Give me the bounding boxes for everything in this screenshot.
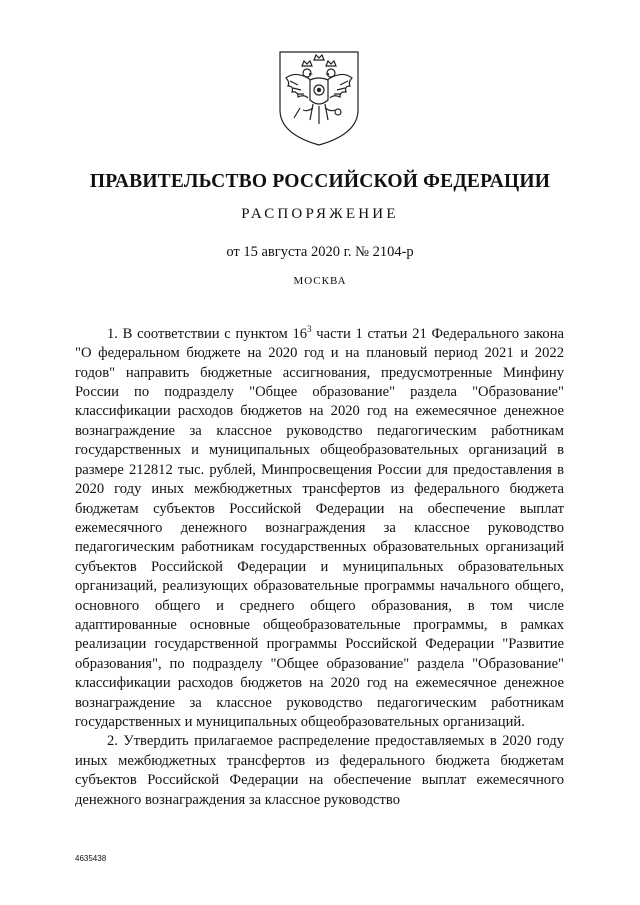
paragraph-1 xyxy=(75,320,564,732)
paragraph-1-superscript: 3 xyxy=(307,324,312,334)
paragraph-1-text: части 1 статьи 21 Федерального закона "О федеральном бюджете на 2020 год и на плановый период 2021 и 2022 годов" направить бюджетные ассигнования, предусмотренные Минфину России по подразделу "Общее образование" раздела "Образование" классификации расходов бюджетов на 2020 год на ежемесячное денежное вознаграждение за классное руководство педагогическим работникам государственных и муниципальных общеобразовательных организаций в размере 212812 тыс. рублей, Минпросвещения России для предоставления в 2020 году иных межбюджетных трансфертов из федерального бюджета бюджетам субъектов Российской Федерации на обеспечение выплат ежемесячного денежного вознаграждения за классное руководство педагогическим работникам государственных образовательных организаций субъектов Российской Федерации и муниципальных образовательных организаций, реализующих образовательные программы начального общего, основного общего и среднего общего образования, в том числе адаптированные основные общеобразовательные программы, в рамках реализации государственной программы Российской Федерации "Развитие образования", по подразделу "Общее образование" раздела "Образование" классификации расходов бюджетов на 2020 год на ежемесячное денежное вознаграждение за классное руководство педагогическим работникам государственных и муниципальных общеобразовательных организаций. xyxy=(75,325,564,730)
paragraph-2: 2. Утвердить прилагаемое распределение предоставляемых в 2020 году иных межбюджетных трансфертов из федерального бюджета бюджетам субъектов Российской Федерации на обеспечение выплат ежемесячного денежного вознаграждения за классное руководство xyxy=(75,733,564,808)
city-label: МОСКВА xyxy=(293,275,347,287)
paragraph-1-lead: 1. В соответствии с пунктом 16 xyxy=(107,325,308,342)
document-body xyxy=(75,320,564,810)
document-type: РАСПОРЯЖЕНИЕ xyxy=(241,206,399,222)
russian-coat-of-arms-icon xyxy=(276,48,362,148)
document-number: 4635438 xyxy=(75,854,107,863)
government-title: ПРАВИТЕЛЬСТВО РОССИЙСКОЙ ФЕДЕРАЦИИ xyxy=(89,171,551,192)
date-and-number: от 15 августа 2020 г. № 2104-р xyxy=(226,244,414,260)
